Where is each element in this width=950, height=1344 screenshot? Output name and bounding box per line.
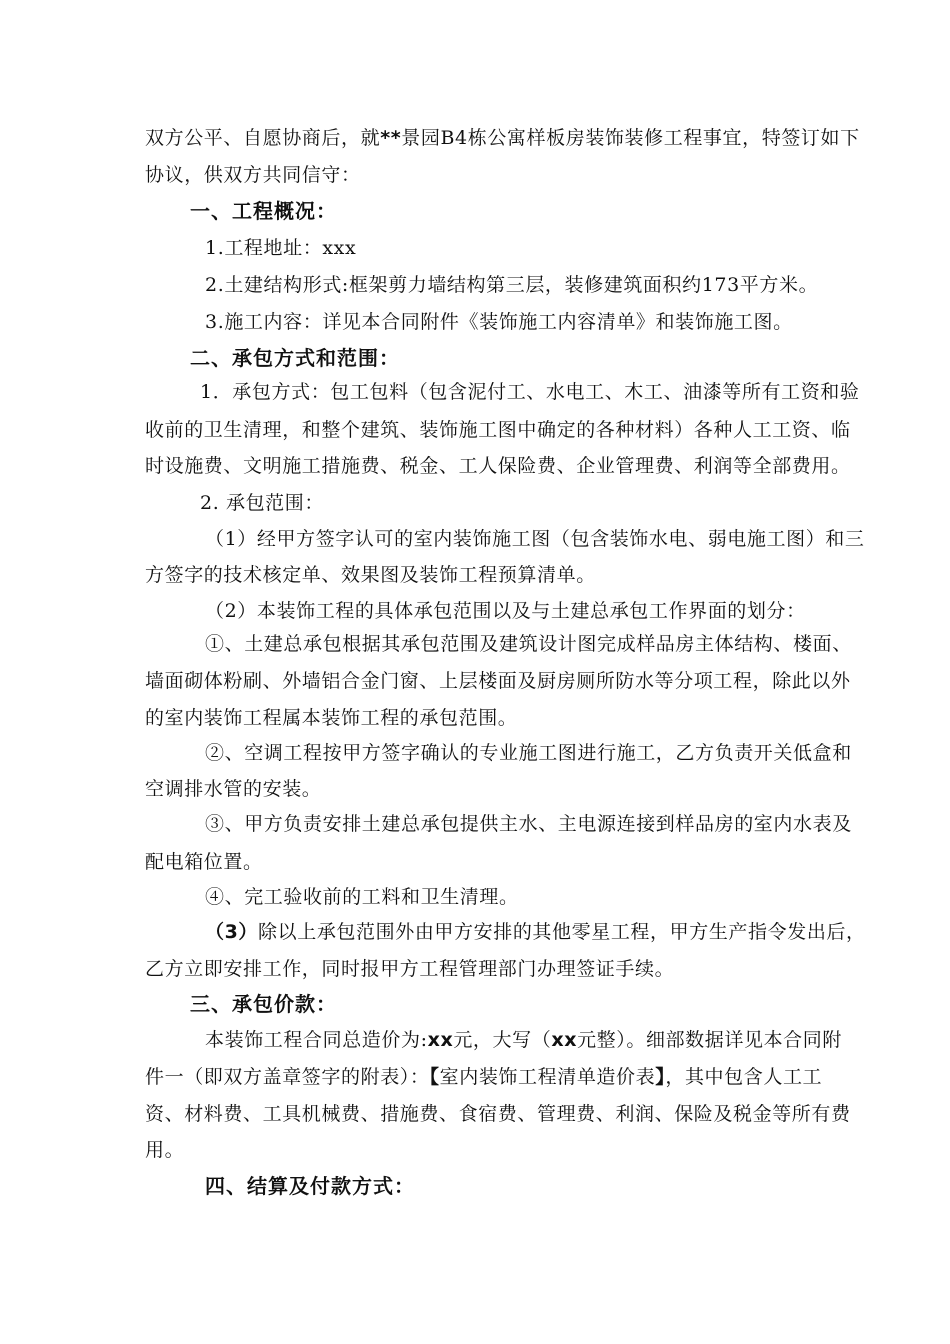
intro-text-b: **	[380, 127, 402, 149]
annex-text-a: 件一（即双方盖章签字的附表）：	[145, 1066, 430, 1088]
price-text-e: 元整）。细部数据详见本合同附	[577, 1029, 842, 1051]
section-2-line-10: 的室内装饰工程属本装饰工程的承包范围。	[145, 707, 518, 729]
section-2-line-13: ③、甲方负责安排土建总承包提供主水、主电源连接到样品房的室内水表及	[205, 813, 852, 835]
section-2-line-7: （2）本装饰工程的具体承包范围以及与土建总承包工作界面的划分：	[205, 600, 806, 622]
section-2-line-4: 2. 承包范围：	[200, 492, 324, 514]
section-2-line-2: 收前的卫生清理，和整个建筑、装饰施工图中确定的各种材料）各种人工工资、临	[145, 419, 851, 441]
section-2-item-3-cont: 乙方立即安排工作，同时报甲方工程管理部门办理签证手续。	[145, 958, 675, 980]
price-amount: xx	[427, 1029, 454, 1051]
intro-text-a: 双方公平、自愿协商后，就	[145, 127, 381, 149]
section-3-line-3: 资、材料费、工具机械费、措施费、食宿费、管理费、利润、保险及税金等所有费	[145, 1103, 851, 1125]
section-4-heading: 四、结算及付款方式：	[205, 1174, 415, 1198]
section-2-item-3	[205, 919, 866, 945]
section-1-item-2: 2.土建结构形式:框架剪力墙结构第三层，装修建筑面积约173平方米。	[205, 274, 819, 296]
section-2-line-14: 配电箱位置。	[145, 851, 263, 873]
section-2-line-8: ①、土建总承包根据其承包范围及建筑设计图完成样品房主体结构、楼面、	[205, 633, 852, 655]
section-1-item-1: 1.工程地址：xxx	[205, 237, 357, 259]
section-2-line-6: 方签字的技术核定单、效果图及装饰工程预算清单。	[145, 564, 596, 586]
section-2-line-1: 1．承包方式：包工包料（包含泥付工、水电工、木工、油漆等所有工资和验	[200, 381, 860, 403]
annex-title: 室内装饰工程清单造价表	[439, 1066, 656, 1088]
section-2-line-3: 时设施费、文明施工措施费、税金、工人保险费、企业管理费、利润等全部费用。	[145, 455, 851, 477]
section-3-heading: 三、承包价款：	[190, 992, 337, 1016]
intro-line-1	[145, 125, 860, 151]
price-text-c: 元，大写（	[453, 1029, 552, 1051]
price-amount-words: xx	[551, 1029, 578, 1051]
section-2-line-9: 墙面砌体粉刷、外墙铝合金门窗、上层楼面及厨房厕所防水等分项工程，除此以外	[145, 670, 851, 692]
section-2-line-15: ④、完工验收前的工料和卫生清理。	[205, 886, 519, 908]
annex-text-e: ，其中包含人工工	[665, 1066, 823, 1088]
price-text-a: 本装饰工程合同总造价为:	[205, 1029, 428, 1051]
section-1-heading: 一、工程概况：	[190, 199, 337, 223]
section-2-line-5: （1）经甲方签字认可的室内装饰施工图（包含装饰水电、弱电施工图）和三	[205, 528, 865, 550]
item-3-number: （3）	[205, 921, 259, 943]
section-2-line-12: 空调排水管的安装。	[145, 778, 322, 800]
item-3-text: 除以上承包范围外由甲方安排的其他零星工程，甲方生产指令发出后，	[258, 921, 866, 943]
section-3-line-1	[205, 1027, 842, 1053]
annex-bracket-open: 【	[429, 1066, 440, 1088]
annex-bracket-close: 】	[655, 1066, 666, 1088]
intro-line-2: 协议，供双方共同信守：	[145, 164, 361, 186]
section-3-line-2	[145, 1064, 822, 1090]
section-3-line-4: 用。	[145, 1139, 185, 1161]
section-2-heading: 二、承包方式和范围：	[190, 346, 400, 370]
intro-text-c: 景园B4栋公寓样板房装饰装修工程事宜，特签订如下	[401, 127, 860, 149]
section-1-item-3: 3.施工内容：详见本合同附件《装饰施工内容清单》和装饰施工图。	[205, 311, 793, 333]
section-2-line-11: ②、空调工程按甲方签字确认的专业施工图进行施工，乙方负责开关低盒和	[205, 742, 852, 764]
